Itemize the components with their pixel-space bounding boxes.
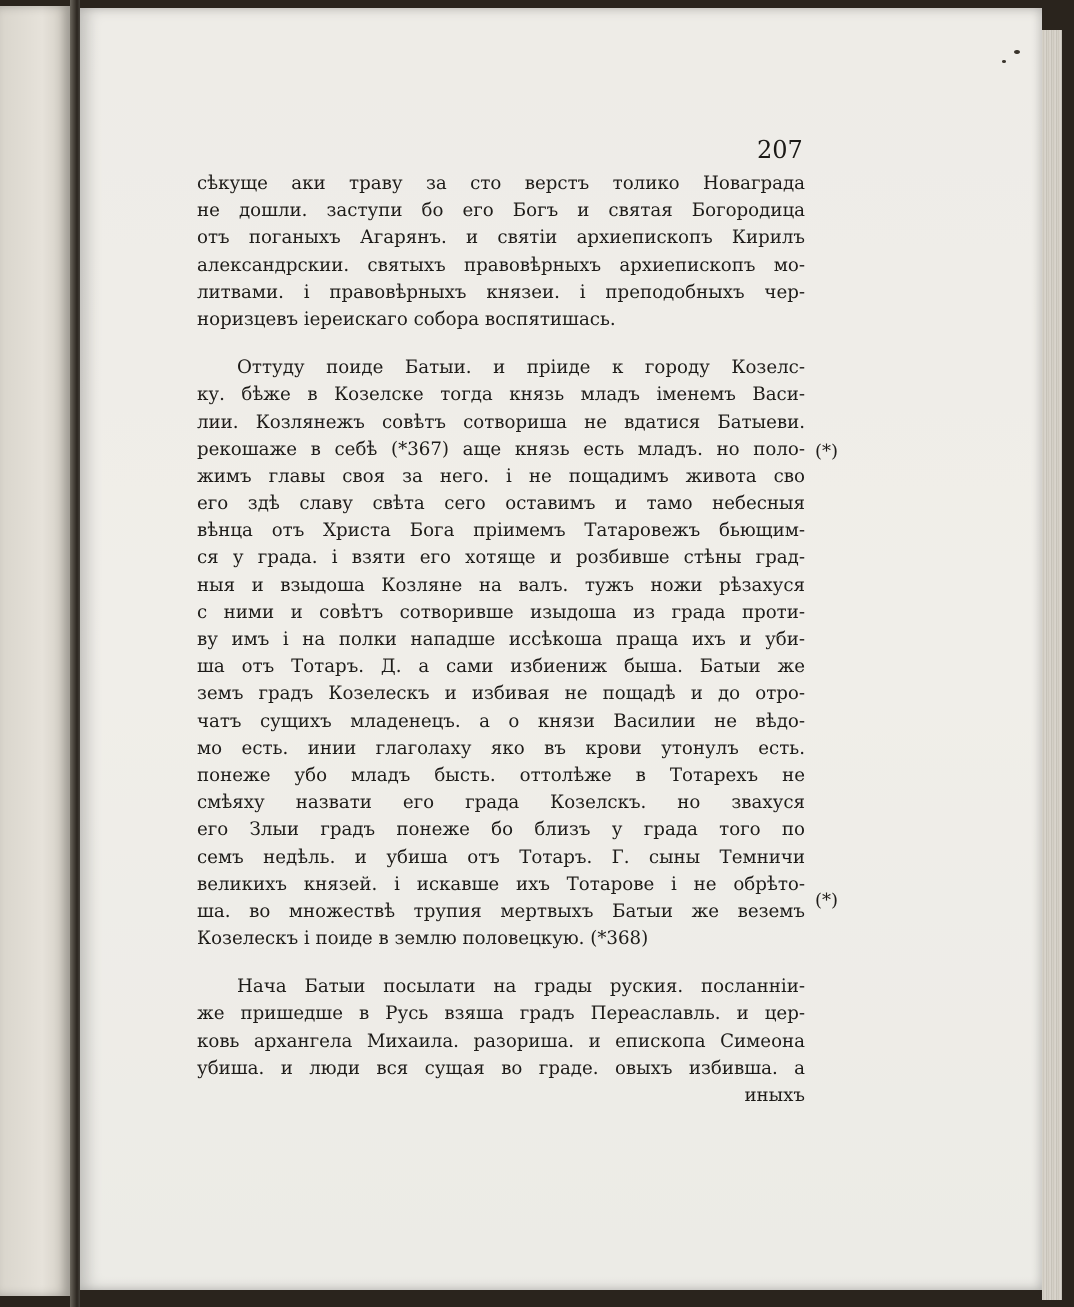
text-line: сѣкуще аки траву за сто верстъ толико Новаграда: [197, 173, 805, 194]
text-line: рекошаже в себѣ (*367) аще князь есть младъ. но поло-: [197, 438, 805, 460]
text-line: с ними и совѣтъ сотворивше изыдоша из града проти-: [197, 601, 805, 623]
text-line: Нача Батыи посылати на грады руския. посланніи-: [237, 976, 805, 998]
book-gutter: [70, 0, 80, 1307]
text-line: ковь архангела Михаила. разориша. и епископа Симеона: [197, 1030, 805, 1052]
margin-note-1: (*): [815, 441, 839, 462]
text-line: ша. во множествѣ трупия мертвыхъ Батыи же веземъ: [197, 900, 805, 922]
ink-spot: [1014, 50, 1020, 54]
ink-spot: [1002, 60, 1006, 63]
text-line: ныя и взыдоша Козляне на валъ. тужъ ножи рѣзахуся: [197, 574, 805, 596]
text-line: ша отъ Тотаръ. Д. а сами избиениж быша. Батыи же: [197, 656, 805, 678]
body-text: [197, 170, 805, 1109]
text-line: отъ поганыхъ Агарянъ. и святіи архиепископъ Кирилъ: [197, 227, 805, 249]
text-line: лии. Козлянежъ совѣтъ сотвориша не вдатися Батыеви.: [197, 411, 805, 433]
text-line: александрскии. святыхъ правовѣрныхъ архиепископъ мо-: [197, 254, 805, 276]
text-line: Козелескъ і поиде в землю половецкую. (*368): [197, 928, 649, 950]
text-line: чатъ сущихъ младенецъ. а о князи Василии не вѣдо-: [197, 710, 805, 732]
paragraph-3: [197, 973, 805, 1109]
text-line: Оттуду поиде Батыи. и пріиде к городу Козелс-: [237, 357, 805, 379]
text-line: литвами. і правовѣрныхъ князеи. і преподобныхъ чер-: [197, 281, 805, 303]
text-line: смѣяху назвати его града Козелскъ. но звахуся: [197, 792, 805, 814]
text-line: земъ градъ Козелескъ и избивая не пощадѣ и до отро-: [197, 683, 805, 705]
text-line: же пришедше в Русь взяша градъ Переаславль. и цер-: [197, 1003, 805, 1025]
text-line: ку. бѣже в Козелске тогда князь младъ іменемъ Васи-: [197, 384, 805, 406]
text-line: ву имъ і на полки нападше иссѣкоша праща ихъ и уби-: [197, 629, 805, 650]
text-line: мо есть. инии глаголаху яко въ крови утонулъ есть.: [197, 737, 805, 759]
page-block-edge: [1042, 30, 1062, 1300]
text-line: вѣнца отъ Христа Бога пріимемъ Татаровежъ бьющим-: [197, 520, 805, 542]
text-line: его здѣ славу свѣта сего оставимъ и тамо небесныя: [197, 493, 805, 515]
paragraph-1: [197, 170, 805, 333]
catchword: иныхъ: [744, 1085, 805, 1106]
text-line: жимъ главы своя за него. і не пощадимъ живота сво: [197, 465, 805, 487]
text-line: ся у града. і взяти его хотяще и розбивше стѣны град-: [197, 547, 805, 569]
paragraph-2: [197, 354, 805, 952]
margin-note-2: (*): [815, 890, 839, 911]
text-line: норизцевъ іереискаго собора воспятишась.: [197, 308, 616, 330]
left-page-edge: [0, 6, 70, 1296]
text-line: понеже убо младъ бысть. оттолѣже в Тотарехъ не: [197, 764, 805, 786]
text-line: великихъ князей. і искавше ихъ Тотарове і не обрѣто-: [197, 873, 805, 895]
text-line: семъ недѣль. и убиша отъ Тотаръ. Г. сыны Темничи: [197, 846, 805, 868]
text-line: не дошли. заступи бо его Богъ и святая Богородица: [197, 200, 805, 222]
text-line: его Злыи градъ понеже бо близъ у града того по: [197, 819, 805, 841]
text-line: убиша. и люди вся сущая во граде. овыхъ избивша. а: [197, 1057, 805, 1079]
page-number: 207: [757, 136, 803, 164]
